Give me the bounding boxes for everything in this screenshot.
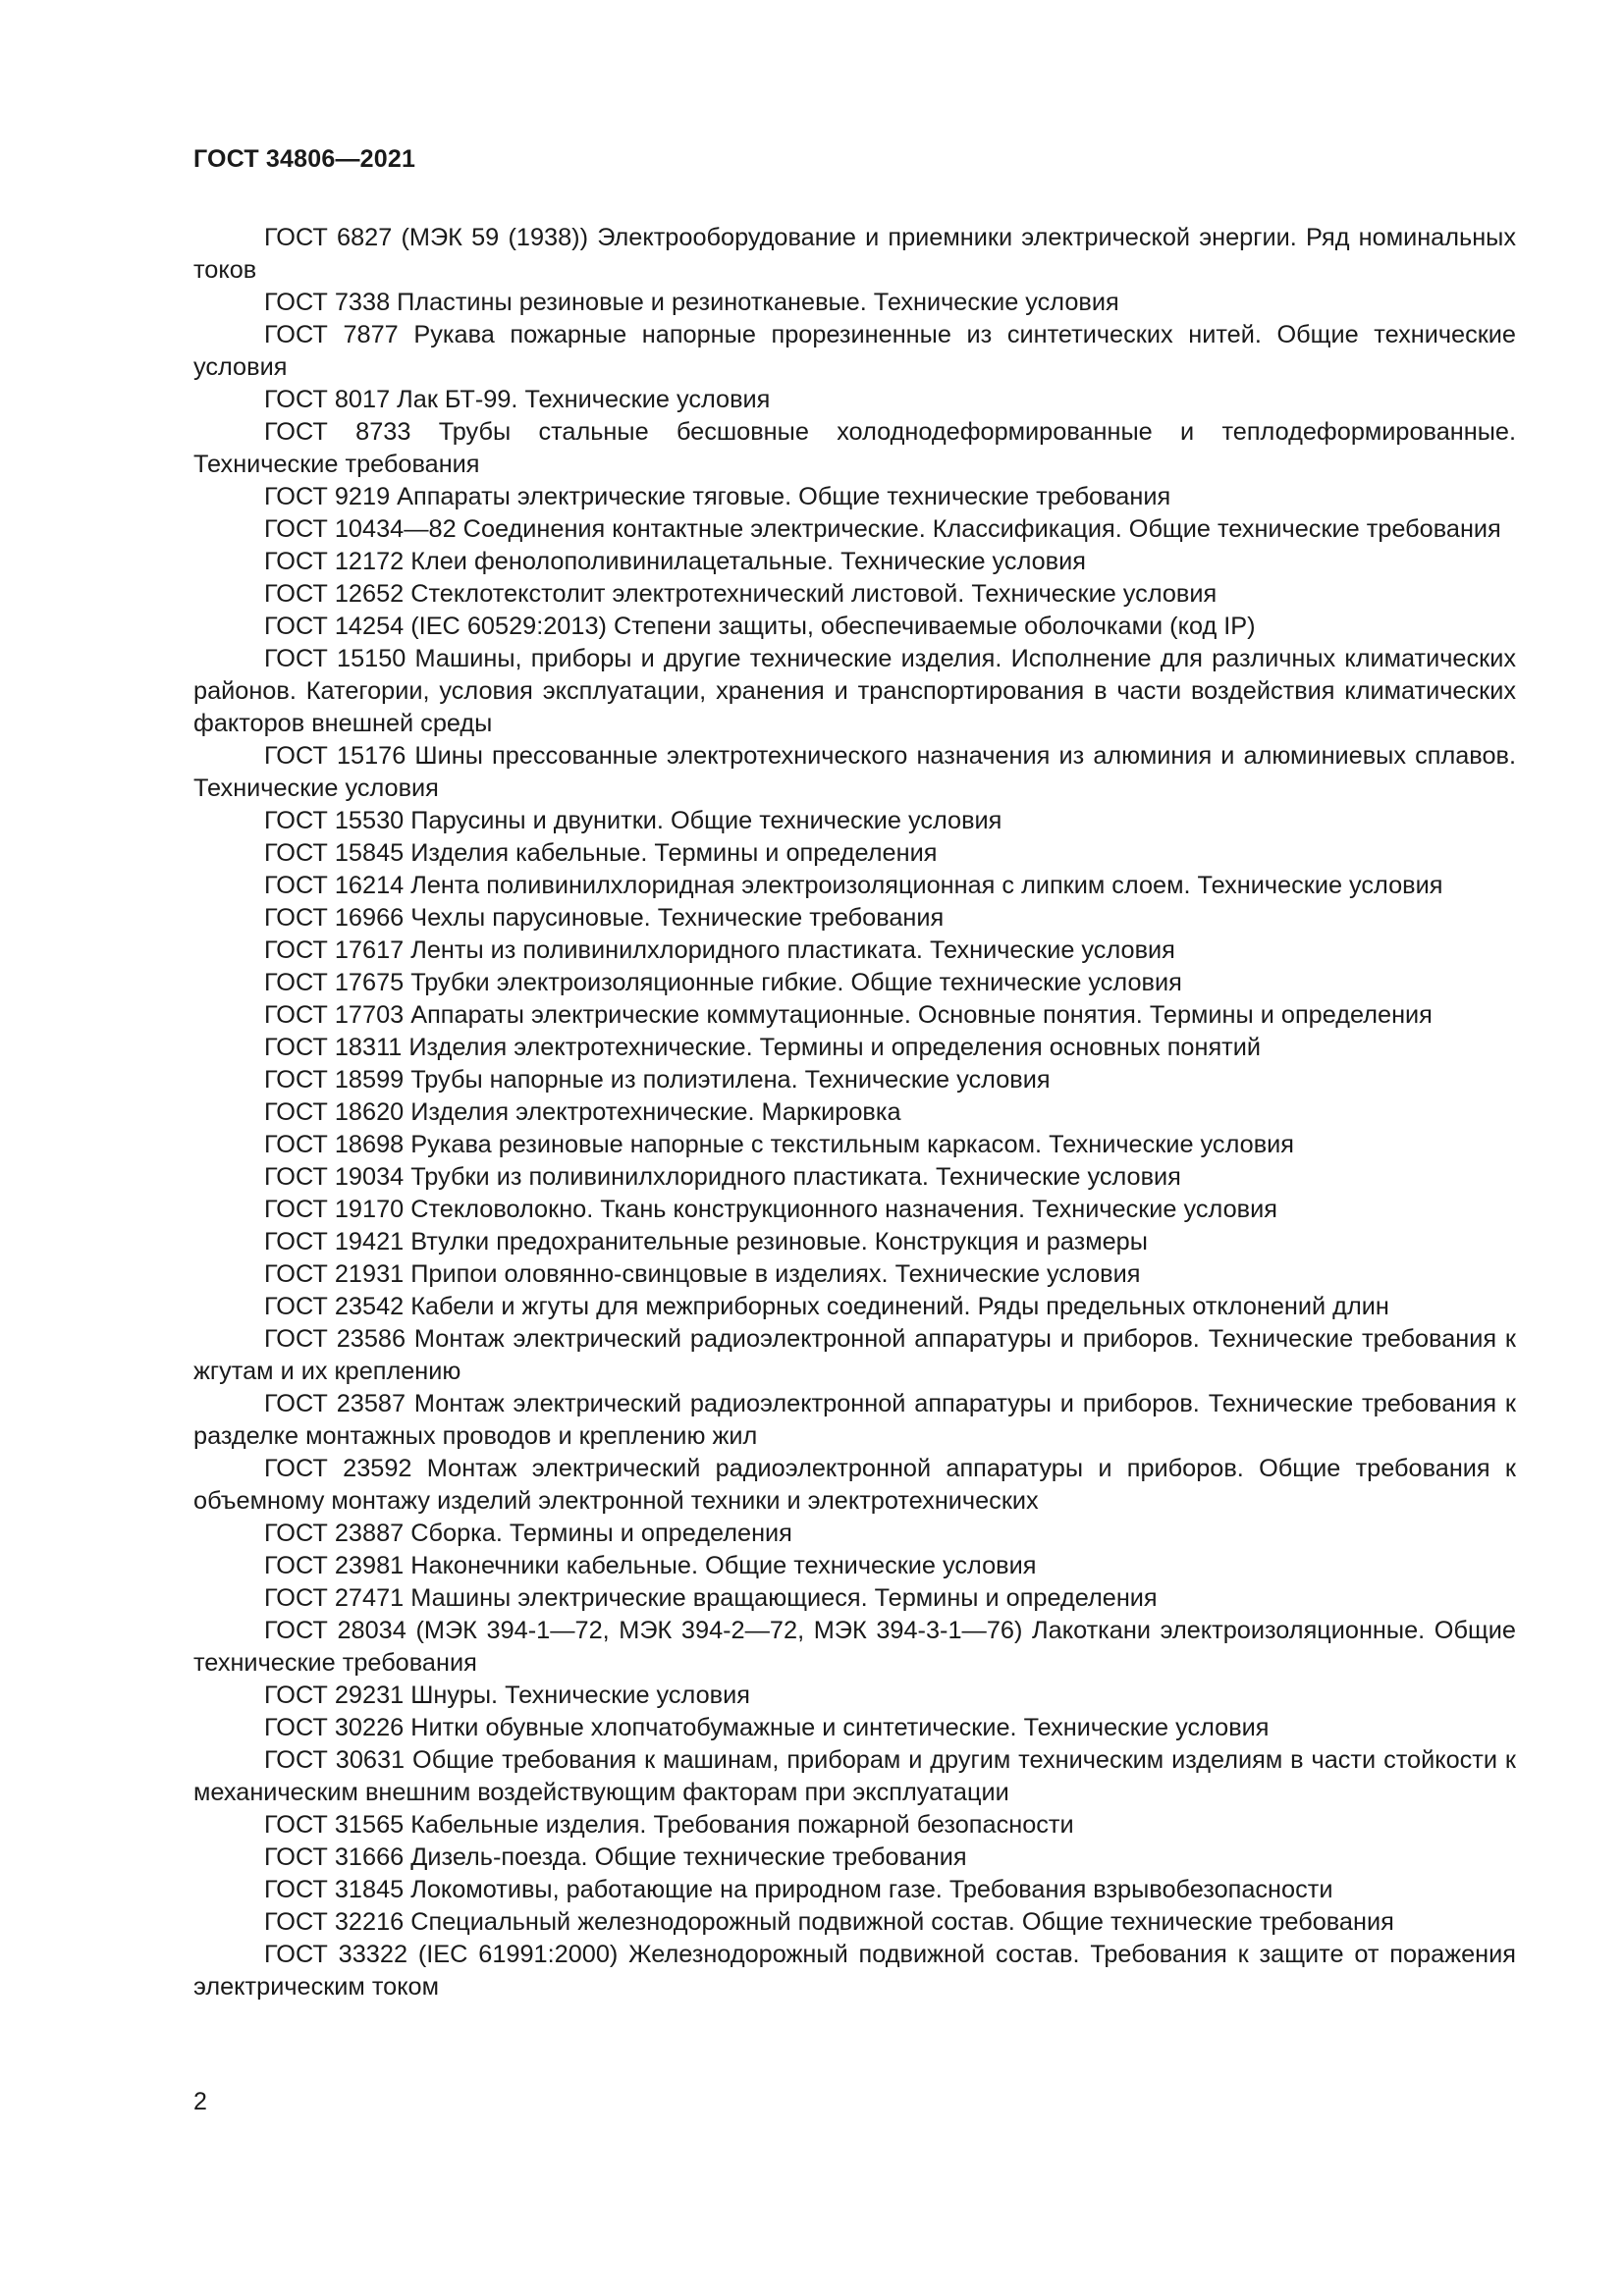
reference-item: ГОСТ 7338 Пластины резиновые и резинотканевые. Технические условия: [264, 289, 1119, 316]
reference-item: ГОСТ 29231 Шнуры. Технические условия: [264, 1682, 750, 1709]
reference-item: ГОСТ 18620 Изделия электротехнические. Маркировка: [264, 1098, 901, 1126]
reference-item: ГОСТ 28034 (МЭК 394-1—72, МЭК 394-2—72, МЭК 394-3-1—76) Лакоткани электроизоляционные. Общие технические требования: [193, 1617, 1516, 1677]
reference-item: ГОСТ 17703 Аппараты электрические коммутационные. Основные понятия. Термины и определения: [264, 1001, 1433, 1029]
reference-item: ГОСТ 19421 Втулки предохранительные резиновые. Конструкция и размеры: [264, 1228, 1148, 1255]
reference-item: ГОСТ 15176 Шины прессованные электротехнического назначения из алюминия и алюминиевых сплавов. Технические условия: [193, 742, 1516, 802]
reference-item: ГОСТ 21931 Припои оловянно-свинцовые в изделиях. Технические условия: [264, 1260, 1141, 1288]
reference-item: ГОСТ 31565 Кабельные изделия. Требования пожарной безопасности: [264, 1811, 1074, 1839]
reference-item: ГОСТ 17675 Трубки электроизоляционные гибкие. Общие технические условия: [264, 969, 1182, 996]
page-number: 2: [193, 2088, 207, 2115]
reference-item: ГОСТ 18311 Изделия электротехнические. Термины и определения основных понятий: [264, 1034, 1262, 1061]
reference-item: ГОСТ 23592 Монтаж электрический радиоэлектронной аппаратуры и приборов. Общие требования к объемному монтажу изделий электронной техники и электротехнических: [193, 1455, 1516, 1515]
reference-item: ГОСТ 8733 Трубы стальные бесшовные холоднодеформированные и теплодеформированные. Технические требования: [193, 418, 1516, 478]
reference-item: ГОСТ 17617 Ленты из поливинилхлоридного пластиката. Технические условия: [264, 936, 1175, 964]
reference-item: ГОСТ 27471 Машины электрические вращающиеся. Термины и определения: [264, 1584, 1158, 1612]
reference-item: ГОСТ 12652 Стеклотекстолит электротехнический листовой. Технические условия: [264, 580, 1218, 608]
reference-item: ГОСТ 23542 Кабели и жгуты для межприборных соединений. Ряды предельных отклонений длин: [264, 1293, 1389, 1320]
reference-item: ГОСТ 14254 (IEC 60529:2013) Степени защиты, обеспечиваемые оболочками (код IP): [264, 613, 1256, 640]
reference-item: ГОСТ 23587 Монтаж электрический радиоэлектронной аппаратуры и приборов. Технические требования к разделке монтажных проводов и креплению жил: [193, 1390, 1516, 1450]
document-header: ГОСТ 34806—2021: [193, 145, 416, 173]
reference-item: ГОСТ 15150 Машины, приборы и другие технические изделия. Исполнение для различных климатических районов. Категории, условия эксплуатации, хранения и транспортирования в части воздействия климатических факторов внешней среды: [193, 645, 1516, 737]
reference-item: ГОСТ 30631 Общие требования к машинам, приборам и другим техническим изделиям в части стойкости к механическим внешним воздействующим факторам при эксплуатации: [193, 1746, 1516, 1806]
reference-item: ГОСТ 7877 Рукава пожарные напорные прорезиненные из синтетических нитей. Общие технические условия: [193, 321, 1516, 381]
reference-item: ГОСТ 15845 Изделия кабельные. Термины и определения: [264, 839, 938, 867]
reference-item: ГОСТ 23586 Монтаж электрический радиоэлектронной аппаратуры и приборов. Технические требования к жгутам и их креплению: [193, 1325, 1516, 1385]
reference-item: ГОСТ 19034 Трубки из поливинилхлоридного пластиката. Технические условия: [264, 1163, 1181, 1191]
reference-item: ГОСТ 33322 (IEC 61991:2000) Железнодорожный подвижной состав. Требования к защите от поражения электрическим током: [193, 1941, 1516, 2001]
reference-item: ГОСТ 10434—82 Соединения контактные электрические. Классификация. Общие технические требования: [264, 515, 1501, 543]
normative-references-list: [193, 222, 1516, 2003]
reference-item: ГОСТ 6827 (МЭК 59 (1938)) Электрооборудование и приемники электрической энергии. Ряд номинальных токов: [193, 224, 1516, 284]
reference-item: ГОСТ 15530 Парусины и двунитки. Общие технические условия: [264, 807, 1002, 834]
reference-item: ГОСТ 8017 Лак БТ-99. Технические условия: [264, 386, 771, 413]
reference-item: ГОСТ 16966 Чехлы парусиновые. Технические требования: [264, 904, 945, 932]
reference-item: ГОСТ 18599 Трубы напорные из полиэтилена. Технические условия: [264, 1066, 1051, 1094]
reference-item: ГОСТ 31845 Локомотивы, работающие на природном газе. Требования взрывобезопасности: [264, 1876, 1333, 1903]
reference-item: ГОСТ 12172 Клеи фенолополивинилацетальные. Технические условия: [264, 548, 1086, 575]
reference-item: ГОСТ 30226 Нитки обувные хлопчатобумажные и синтетические. Технические условия: [264, 1714, 1270, 1741]
reference-item: ГОСТ 9219 Аппараты электрические тяговые. Общие технические требования: [264, 483, 1171, 510]
reference-item: ГОСТ 23887 Сборка. Термины и определения: [264, 1520, 792, 1547]
reference-item: ГОСТ 23981 Наконечники кабельные. Общие технические условия: [264, 1552, 1037, 1579]
reference-item: ГОСТ 18698 Рукава резиновые напорные с текстильным каркасом. Технические условия: [264, 1131, 1294, 1158]
reference-item: ГОСТ 31666 Дизель-поезда. Общие технические требования: [264, 1843, 967, 1871]
reference-item: ГОСТ 19170 Стекловолокно. Ткань конструкционного назначения. Технические условия: [264, 1196, 1277, 1223]
reference-item: ГОСТ 32216 Специальный железнодорожный подвижной состав. Общие технические требования: [264, 1908, 1394, 1936]
reference-item: ГОСТ 16214 Лента поливинилхлоридная электроизоляционная с липким слоем. Технические условия: [264, 872, 1443, 899]
